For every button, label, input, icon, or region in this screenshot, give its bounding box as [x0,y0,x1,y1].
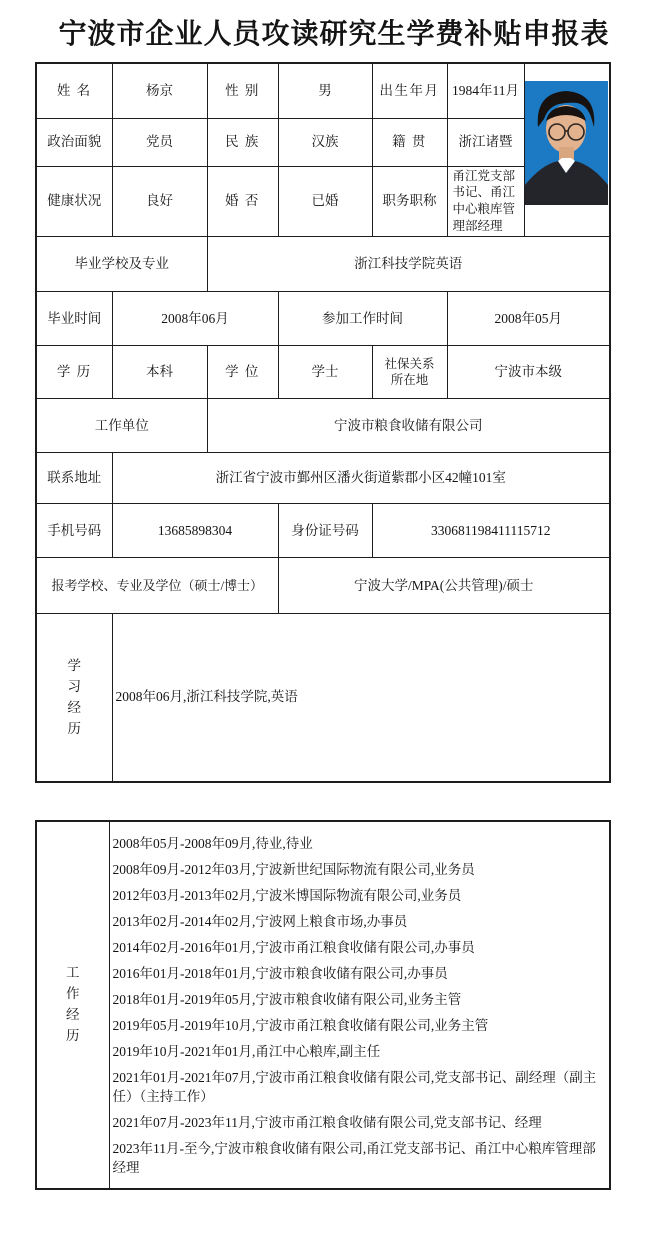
gender-label: 性 别 [207,63,278,118]
work-history-entry: 2021年01月-2021年07月,宁波市甬江粮食收储有限公司,党支部书记、副经理（副主任）（主持工作） [112,1069,597,1104]
address-value: 浙江省宁波市鄞州区潘火街道紫郡小区42幢101室 [112,453,610,504]
work-history-entry: 2016年01月-2018年01月,宁波市粮食收储有限公司,办事员 [112,965,448,981]
grad-time-value: 2008年06月 [112,292,278,346]
employer-label: 工作单位 [36,399,207,453]
study-history-value: 2008年06月,浙江科技学院,英语 [112,614,610,782]
education-label: 学 历 [36,346,112,399]
duty-value: 甬江党支部书记、甬江中心粮库管理部经理 [447,166,524,237]
work-history-entry: 2008年09月-2012年03月,宁波新世纪国际物流有限公司,业务员 [112,861,475,877]
work-history-list [109,821,610,1189]
name-value: 杨京 [112,63,207,118]
native-label: 籍 贯 [372,118,447,166]
work-history-entry: 2019年05月-2019年10月,宁波市甬江粮食收储有限公司,业务主管 [112,1017,489,1033]
apply-school-label: 报考学校、专业及学位（硕士/博士） [36,558,278,614]
study-history-label: 学习经历 [36,614,112,782]
political-label: 政治面貌 [36,118,112,166]
work-start-value: 2008年05月 [447,292,610,346]
mobile-value: 13685898304 [112,504,278,558]
marital-value: 已婚 [278,166,372,237]
social-security-label: 社保关系所在地 [372,346,447,399]
photo-cell [524,63,610,237]
work-history-entry: 2023年11月-至今,宁波市粮食收储有限公司,甬江党支部书记、甬江中心粮库管理部经理 [112,1140,596,1175]
native-value: 浙江诸暨 [447,118,524,166]
applicant-photo [525,81,608,205]
degree-label: 学 位 [207,346,278,399]
birth-value: 1984年11月 [447,63,524,118]
work-history-entry: 2021年07月-2023年11月,宁波市甬江粮食收储有限公司,党支部书记、经理 [112,1114,542,1130]
ethnic-label: 民 族 [207,118,278,166]
health-label: 健康状况 [36,166,112,237]
address-label: 联系地址 [36,453,112,504]
marital-label: 婚 否 [207,166,278,237]
page-title: 宁波市企业人员攻读研究生学费补贴申报表 [58,19,610,50]
work-history-entry: 2014年02月-2016年01月,宁波市甬江粮食收储有限公司,办事员 [112,939,475,955]
birth-label: 出生年月 [372,63,447,118]
mobile-label: 手机号码 [36,504,112,558]
school-label: 毕业学校及专业 [36,237,207,292]
education-value: 本科 [112,346,207,399]
degree-value: 学士 [278,346,372,399]
school-value: 浙江科技学院英语 [207,237,610,292]
work-history-entry: 2013年02月-2014年02月,宁波网上粮食市场,办事员 [112,913,408,929]
apply-school-value: 宁波大学/MPA(公共管理)/硕士 [278,558,610,614]
work-history-entry: 2012年03月-2013年02月,宁波米博国际物流有限公司,业务员 [112,887,462,903]
ethnic-value: 汉族 [278,118,372,166]
work-history-label: 工作经历 [36,821,109,1189]
work-history-entry: 2018年01月-2019年05月,宁波市粮食收储有限公司,业务主管 [112,991,462,1007]
gender-value: 男 [278,63,372,118]
id-number-value: 330681198411115712 [372,504,610,558]
work-history-table [35,820,611,1190]
duty-label: 职务职称 [372,166,447,237]
political-value: 党员 [112,118,207,166]
id-number-label: 身份证号码 [278,504,372,558]
applicant-info-table [35,62,611,783]
work-history-entry: 2008年05月-2008年09月,待业,待业 [112,835,313,851]
work-start-label: 参加工作时间 [278,292,447,346]
name-label: 姓 名 [36,63,112,118]
social-security-value: 宁波市本级 [447,346,610,399]
grad-time-label: 毕业时间 [36,292,112,346]
employer-value: 宁波市粮食收储有限公司 [207,399,610,453]
work-history-entry: 2019年10月-2021年01月,甬江中心粮库,副主任 [112,1043,381,1059]
health-value: 良好 [112,166,207,237]
